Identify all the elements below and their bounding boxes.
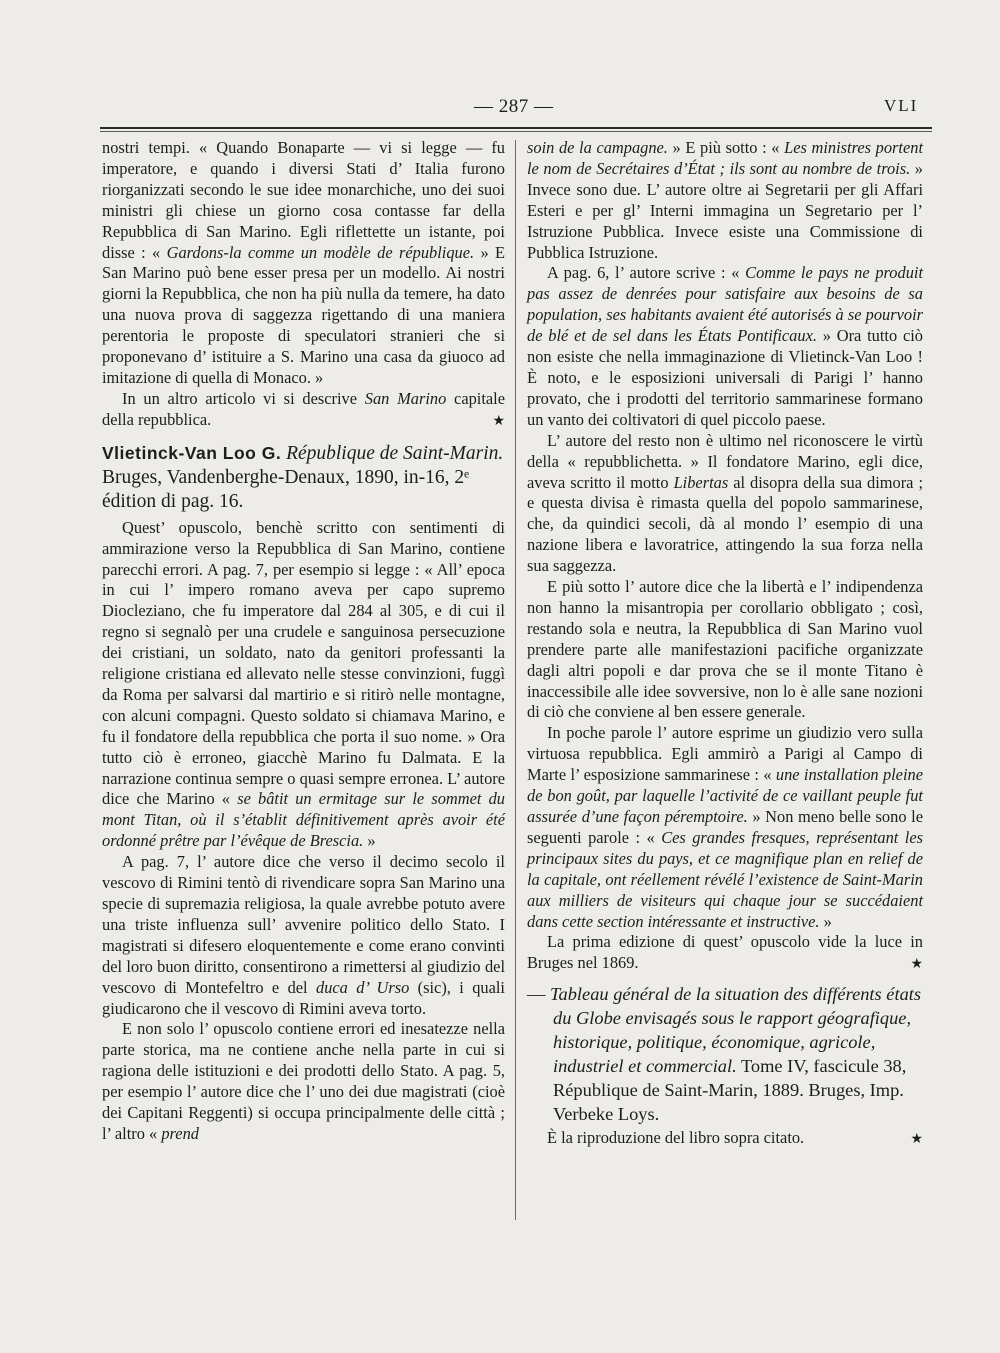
header-rule-thin [100,131,932,132]
paragraph: In poche parole l’ autore esprime un giudizio vero sulla virtuosa repubblica. Egli ammirò a Parigi al Campo di Marte l’ esposizione sammarinese : « une installation pleine de bon goût, par laquelle l’activité de ce vaillant peuple fut assurée d’une façon péremptoire. » Non meno belle sono le seguenti parole : « Ces grandes fresques, représentant les principaux sites du pays, et ce magnifique plan en relief de la capitale, ont réellement révélé l’existence de Saint-Marin aux milliers de visiteurs qui chaque jour se succédaient dans cette section intéressante et instructive. » [527,723,924,931]
paragraph: È la riproduzione del libro sopra citato. ★ [527,1128,923,1149]
header-rule [100,127,932,129]
paragraph: nostri tempi. « Quando Bonaparte — vi si legge — fu imperatore, e quando i diversi Stati d’ Italia furono riorganizzati secondo le sue idee monarchiche, uno dei suoi ministri gli chiese un giorno cosa contasse far della Repubblica di San Marino. Egli riflettette un istante, poi disse : « Gardons-la comme un modèle de république. » E San Marino può bene esser presa per un modello. Ai nostri giorni la Repubblica, che non ha più nulla da temere, ha dato una nuova prova di saggezza rigettando di una maniera perentoria le proposte di speculatori stranieri che si proponevano d’ istituire a S. Marino una casa da giuoco ad imitazione di quella di Monaco. » [102,138,506,387]
paragraph: L’ autore del resto non è ultimo nel riconoscere le virtù della « repubblichetta. » Il fondatore Marino, egli dice, aveva scritto il motto Libertas al disopra della sua dimora ; e questa divisa è rimasta quella del popolo sammarinese, che, da quindici secoli, dà al mondo l’ esempio di una nazione libera e lavoratrice, attingendo la sua forza nella sua saggezza. [527,430,923,576]
entry-title: Tableau général de la situation des différents états du Globe envisagés sous le rapport géografique, historique, politique, économique, agricole, industriel et commercial. [550,984,922,1077]
bibliography-entry: — Tableau général de la situation des différents états du Globe envisagés sous le rapport géografique, historique, politique, économique, agricole, industriel et commercial. Tome IV, fascicule 38, République de Saint-Marin, 1889. Bruges, Imp. Verbeke Loys. [527,984,922,1125]
signature-mark: VLI [884,96,919,115]
star-mark: ★ [910,957,923,973]
entry-title: République de Saint-Marin. [286,442,504,464]
column-divider [515,140,516,1220]
page-number: — 287 — [474,96,554,117]
paragraph: La prima edizione di quest’ opuscolo vide la luce in Bruges nel 1869. ★ [527,932,923,974]
left-column [102,138,505,1145]
star-mark: ★ [910,1132,923,1148]
paragraph: soin de la campagne. » E più sotto : « Les ministres portent le nom de Secrétaires d’État ; ils sont au nombre de trois. » Invece sono due. L’ autore oltre ai Segretarii per gli Affari Esteri e per gl’ Interni immagina un Segretario per l’ Istruzione Pubblica. Invece esiste una Commissione di Pubblica Istruzione. [527,138,924,262]
paragraph: A pag. 6, l’ autore scrive : « Comme le pays ne produit pas assez de denrées pour satisfaire aux besoins de sa population, ses habitants avaient été autorisés à se pourvoir de blé et de sel dans les États Pontificaux. » Ora tutto ciò non esiste che nella immaginazione di Vlietinck-Van Loo ! È noto, e le esposizioni universali di Parigi l’ hanno provato, che i prodotti del territorio sammarinese formano un vanto dei coltivatori di quel piccolo paese. [527,263,924,429]
paragraph: E più sotto l’ autore dice che la libertà e l’ indipendenza non hanno la misantropia per corollario obbligato ; così, restando sola e neutra, la Repubblica di San Marino vuol prendere parte alle manifestazioni pacifiche organizzate dagli altri popoli e dar prova che se il monte Titano è inaccessibile alle idee sovversive, non lo è alle sane nozioni di ciò che conviene al ben essere generale. [527,577,923,722]
right-column [527,138,923,1151]
star-mark: ★ [492,413,505,429]
paragraph: Quest’ opuscolo, benchè scritto con sentimenti di ammirazione verso la Repubblica di San Marino, contiene parecchi errori. A pag. 7, per esempio si legge : « All’ epoca in cui l’ impero romano aveva per capo supremo Diocleziano, che fu imperatore dal 284 al 305, e di cui il regno si segnalò per una crudele e sanguinosa persecuzione dei cristiani, un soldato, nato da genitori professanti la religione cristiana ed allevato nelle stesse convinzioni, fuggì da Roma per salvarsi dal martirio e si ritirò nelle montagne, con alcuni compagni. Questo soldato si chiamava Marino, e fu il fondatore della repubblica che porta il suo nome. » Ora tutto ciò è erroneo, giacchè Marino fu Dalmata. E la narrazione continua sempre o quasi sempre erronea. L’ autore dice che Marino « se bâtit un ermitage sur le sommet du mont Titan, où il s’établit définitivement après avoir été ordonné prêtre par l’évêque de Brescia. » [102,517,505,851]
paragraph: A pag. 7, l’ autore dice che verso il decimo secolo il vescovo di Rimini tentò di rivendicare sopra San Marino una specie di supremazia religiosa, la quale avrebbe potuto avere una triste influenza sull’ avvenire politico dello Stato. I magistrati si difesero eloquentemente e come erano convinti del loro buon diritto, consentirono a rimettersi al giudizio del vescovo di Montefeltro e del duca d’ Urso (sic), i quali giudicarono che il vescovo di Rimini aveva torto. [102,852,505,1018]
bibliography-entry: Vlietinck-Van Loo G. République de Saint-Marin. Bruges, Vandenberghe-Denaux, 1890, in-16, 2ᵉ édition di pag. 16. [102,442,504,512]
entry-author: Vlietinck-Van Loo G. [102,442,282,463]
paragraph: In un altro articolo vi si descrive San Marino capitale della repubblica. ★ [102,389,505,431]
paragraph: E non solo l’ opuscolo contiene errori ed inesatezze nella parte storica, ma ne contiene anche nella parte in cui si ragiona delle istituzioni e dei prodotti dello Stato. A pag. 5, per esempio l’ autore dice che l’ uno dei due magistrati (cioè dei Capitani Reggenti) si occupa principalmente delle città ; l’ altro « prend [102,1019,505,1143]
